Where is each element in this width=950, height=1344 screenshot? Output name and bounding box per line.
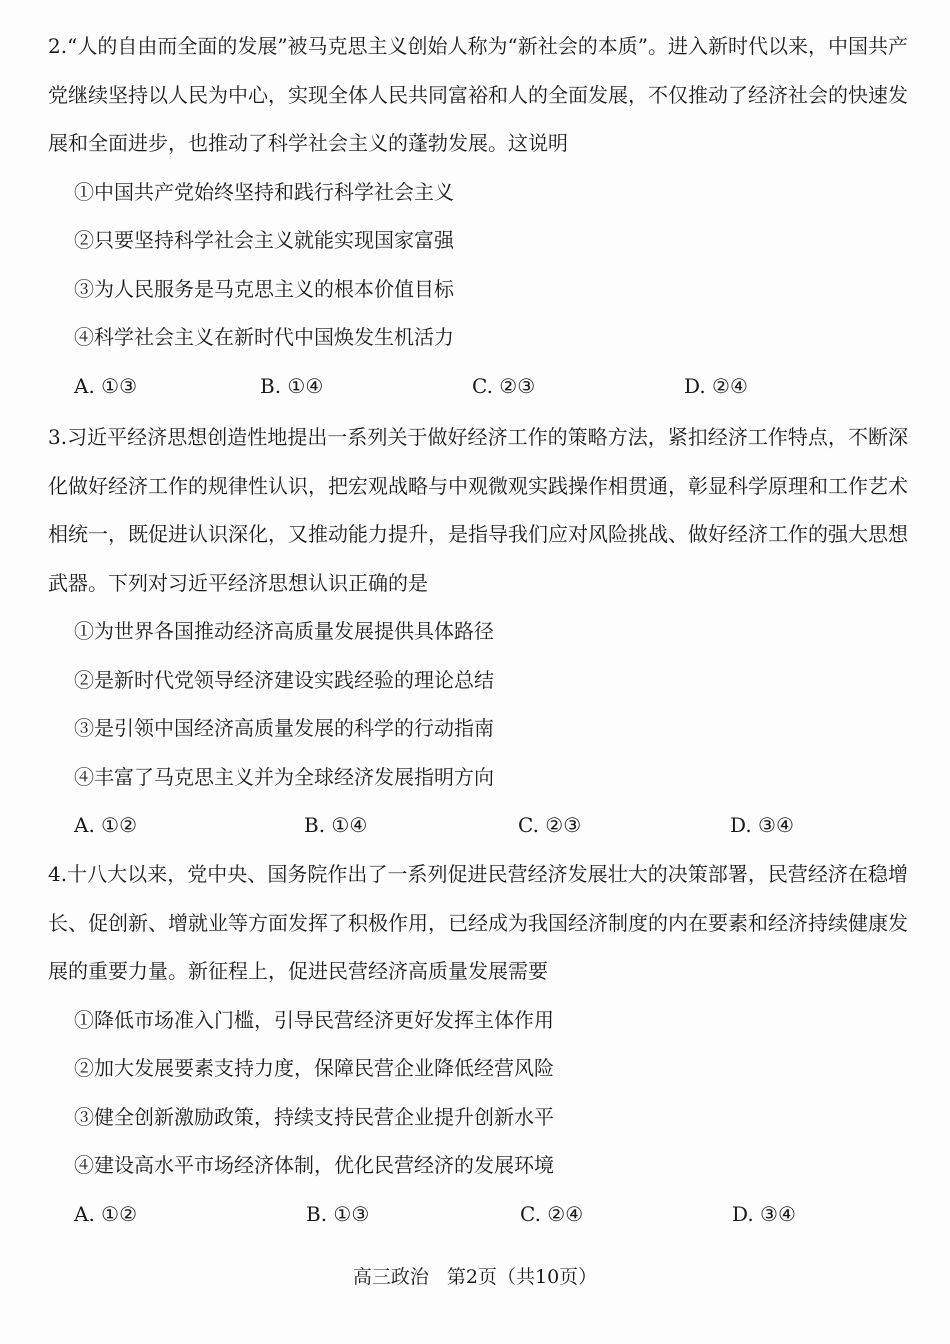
statement-2: ②加大发展要素支持力度，保障民营企业降低经营风险 xyxy=(74,1056,554,1080)
question-stem xyxy=(48,850,908,996)
question-text: “人的自由而全面的发展”被马克思主义创始人称为“新社会的本质”。进入新时代以来，中国共产党继续坚持以人民为中心，实现全体人民共同富裕和人的全面发展，不仅推动了经济社会的快速发展和全面进步，也推动了科学社会主义的蓬勃发展。这说明 xyxy=(48,34,908,155)
choice-a: A. ①③ xyxy=(74,373,138,398)
statement-2: ②只要坚持科学社会主义就能实现国家富强 xyxy=(74,228,454,252)
choice-a: A. ①② xyxy=(74,1201,138,1226)
statement-1: ①中国共产党始终坚持和践行科学社会主义 xyxy=(74,179,454,204)
statement-3: ③为人民服务是马克思主义的根本价值目标 xyxy=(74,276,454,301)
choice-b: B. ①④ xyxy=(304,813,368,837)
page-footer xyxy=(0,1262,950,1289)
question-3 xyxy=(48,413,908,850)
choice-c: C. ②③ xyxy=(472,373,536,398)
footer-page-number: 第2页（共10页） xyxy=(446,1266,598,1288)
statement-3: ③是引领中国经济高质量发展的科学的行动指南 xyxy=(74,716,494,740)
answer-choices xyxy=(48,1190,908,1239)
question-4 xyxy=(48,850,908,1238)
statement-2: ②是新时代党领导经济建设实践经验的理论总结 xyxy=(74,667,494,692)
answer-choices xyxy=(48,362,908,411)
statement-1: ①降低市场准入门槛，引导民营经济更好发挥主体作用 xyxy=(74,1007,554,1032)
question-2 xyxy=(48,22,908,410)
question-number: 4. xyxy=(48,862,68,886)
choice-c: C. ②③ xyxy=(518,813,582,837)
choice-b: B. ①④ xyxy=(260,373,324,398)
question-text: 十八大以来，党中央、国务院作出了一系列促进民营经济发展壮大的决策部署，民营经济在稳增长、促创新、增就业等方面发挥了积极作用，已经成为我国经济制度的内在要素和经济持续健康发展的重要力量。新征程上，促进民营经济高质量发展需要 xyxy=(48,862,908,983)
statement-4: ④科学社会主义在新时代中国焕发生机活力 xyxy=(74,325,454,349)
statement-4: ④建设高水平市场经济体制，优化民营经济的发展环境 xyxy=(74,1153,554,1177)
choice-a: A. ①② xyxy=(74,813,138,837)
choice-d: D. ②④ xyxy=(684,373,748,398)
question-stem xyxy=(48,413,908,607)
question-stem xyxy=(48,22,908,168)
choice-d: D. ③④ xyxy=(730,813,794,837)
choice-d: D. ③④ xyxy=(732,1201,796,1226)
statement-4: ④丰富了马克思主义并为全球经济发展指明方向 xyxy=(74,764,494,789)
footer-subject: 高三政治 xyxy=(352,1266,429,1288)
statement-1: ①为世界各国推动经济高质量发展提供具体路径 xyxy=(74,619,494,643)
choice-c: C. ②④ xyxy=(520,1201,584,1226)
question-text: 习近平经济思想创造性地提出一系列关于做好经济工作的策略方法，紧扣经济工作特点，不断深化做好经济工作的规律性认识，把宏观战略与中观微观实践操作相贯通，彰显科学原理和工作艺术相统一，既促进认识深化，又推动能力提升，是指导我们应对风险挑战、做好经济工作的强大思想武器。下列对习近平经济思想认识正确的是 xyxy=(48,425,908,595)
choice-b: B. ①③ xyxy=(306,1201,370,1226)
question-number: 2. xyxy=(48,34,68,58)
answer-choices xyxy=(48,801,908,850)
question-number: 3. xyxy=(48,425,68,449)
statement-3: ③健全创新激励政策，持续支持民营企业提升创新水平 xyxy=(74,1104,554,1129)
